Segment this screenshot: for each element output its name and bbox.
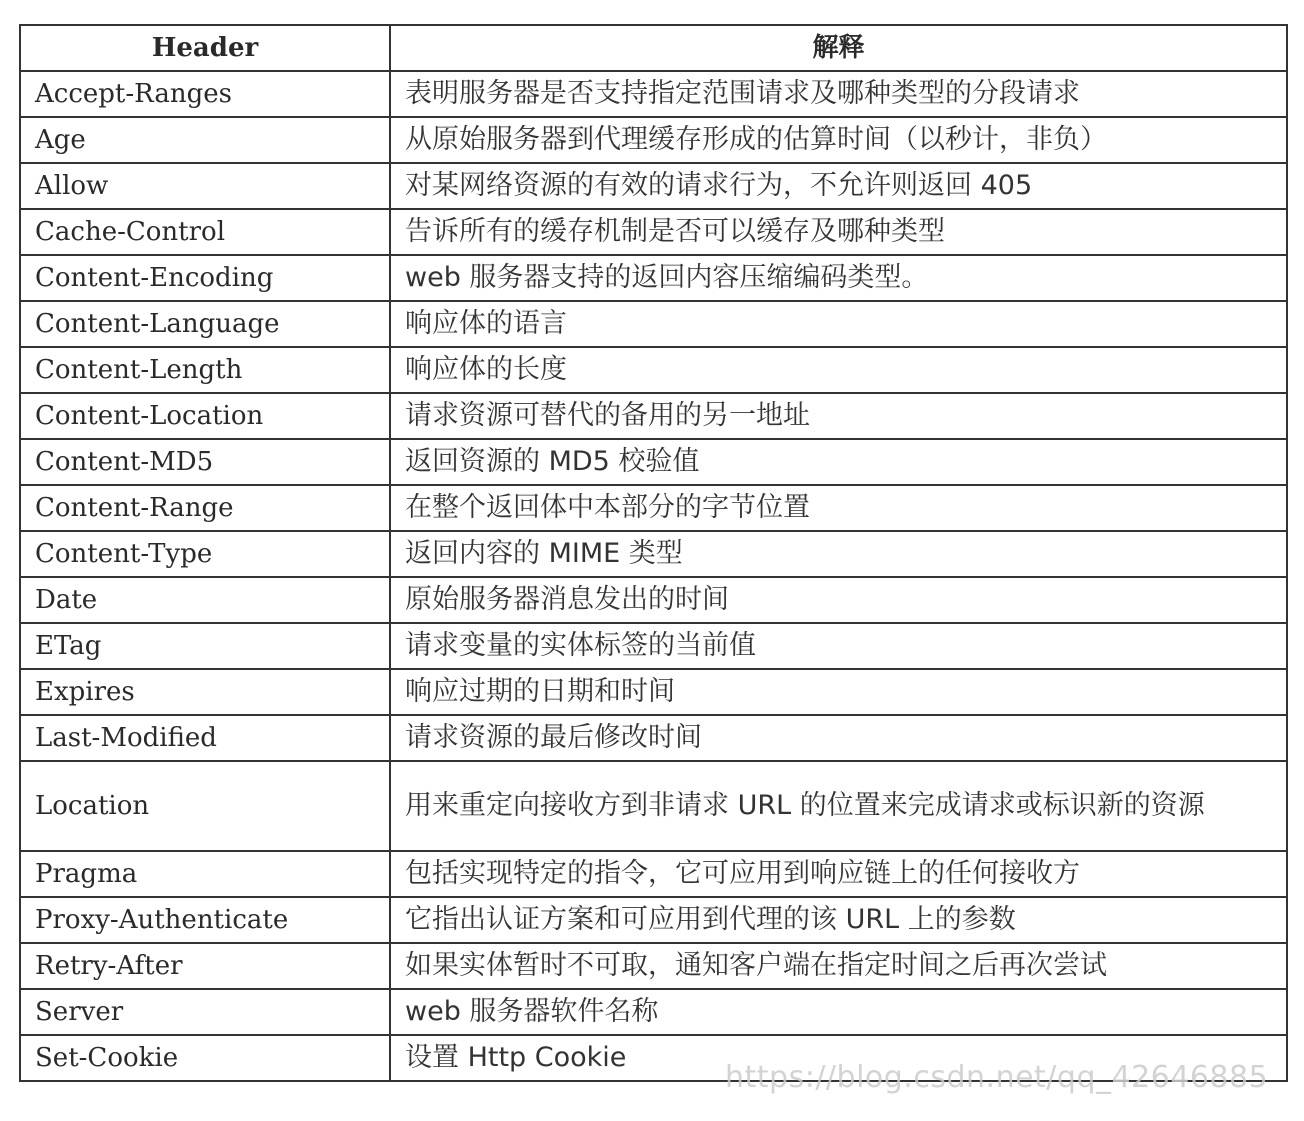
header-desc-cell: 返回内容的 MIME 类型	[390, 531, 1287, 577]
watermark-url: https://blog.csdn.net/qq_42646885	[725, 1060, 1269, 1095]
header-desc-cell: 在整个返回体中本部分的字节位置	[390, 485, 1287, 531]
header-name-cell: Content-Range	[20, 485, 390, 531]
table-header-row	[20, 25, 1287, 71]
header-name-cell: ETag	[20, 623, 390, 669]
table-row	[20, 623, 1287, 669]
header-name-cell: Retry-After	[20, 943, 390, 989]
table-row	[20, 943, 1287, 989]
column-header-header: Header	[20, 25, 390, 71]
header-name-cell: Content-Type	[20, 531, 390, 577]
header-name-cell: Expires	[20, 669, 390, 715]
header-desc-cell: 请求变量的实体标签的当前值	[390, 623, 1287, 669]
table-row	[20, 897, 1287, 943]
header-name-cell: Location	[20, 761, 390, 851]
table-row	[20, 531, 1287, 577]
table-row	[20, 669, 1287, 715]
header-desc-cell: web 服务器支持的返回内容压缩编码类型。	[390, 255, 1287, 301]
header-desc-cell: 原始服务器消息发出的时间	[390, 577, 1287, 623]
http-response-headers-table	[19, 24, 1288, 1082]
document-table-container	[19, 24, 1286, 1082]
table-row	[20, 117, 1287, 163]
header-name-cell: Content-MD5	[20, 439, 390, 485]
table-row	[20, 851, 1287, 897]
table-row	[20, 761, 1287, 851]
header-desc-cell: 对某网络资源的有效的请求行为，不允许则返回 405	[390, 163, 1287, 209]
header-desc-cell: 包括实现特定的指令，它可应用到响应链上的任何接收方	[390, 851, 1287, 897]
table-row	[20, 485, 1287, 531]
table-row	[20, 989, 1287, 1035]
header-desc-cell: 从原始服务器到代理缓存形成的估算时间（以秒计，非负）	[390, 117, 1287, 163]
header-name-cell: Set-Cookie	[20, 1035, 390, 1081]
table-row	[20, 163, 1287, 209]
table-row	[20, 715, 1287, 761]
header-name-cell: Last-Modified	[20, 715, 390, 761]
header-name-cell: Cache-Control	[20, 209, 390, 255]
column-header-explanation: 解释	[390, 25, 1287, 71]
table-row	[20, 439, 1287, 485]
header-desc-cell: 响应体的长度	[390, 347, 1287, 393]
header-desc-cell: 响应过期的日期和时间	[390, 669, 1287, 715]
header-desc-cell: 请求资源的最后修改时间	[390, 715, 1287, 761]
header-name-cell: Server	[20, 989, 390, 1035]
table-row	[20, 255, 1287, 301]
table-row	[20, 393, 1287, 439]
table-row	[20, 301, 1287, 347]
header-name-cell: Proxy-Authenticate	[20, 897, 390, 943]
header-name-cell: Pragma	[20, 851, 390, 897]
header-name-cell: Content-Location	[20, 393, 390, 439]
header-name-cell: Content-Encoding	[20, 255, 390, 301]
header-name-cell: Allow	[20, 163, 390, 209]
header-desc-cell: 设置 Http Cookie	[390, 1035, 1287, 1081]
table-row	[20, 71, 1287, 117]
table-row	[20, 209, 1287, 255]
header-desc-cell: 请求资源可替代的备用的另一地址	[390, 393, 1287, 439]
table-row	[20, 347, 1287, 393]
header-name-cell: Date	[20, 577, 390, 623]
header-desc-cell: 告诉所有的缓存机制是否可以缓存及哪种类型	[390, 209, 1287, 255]
header-desc-cell: 响应体的语言	[390, 301, 1287, 347]
header-desc-cell: 它指出认证方案和可应用到代理的该 URL 上的参数	[390, 897, 1287, 943]
table-row	[20, 577, 1287, 623]
header-desc-cell: 表明服务器是否支持指定范围请求及哪种类型的分段请求	[390, 71, 1287, 117]
header-name-cell: Content-Length	[20, 347, 390, 393]
header-desc-cell: 用来重定向接收方到非请求 URL 的位置来完成请求或标识新的资源	[390, 761, 1287, 851]
header-desc-cell: web 服务器软件名称	[390, 989, 1287, 1035]
header-name-cell: Accept-Ranges	[20, 71, 390, 117]
header-name-cell: Age	[20, 117, 390, 163]
header-desc-cell: 如果实体暂时不可取，通知客户端在指定时间之后再次尝试	[390, 943, 1287, 989]
header-name-cell: Content-Language	[20, 301, 390, 347]
header-desc-cell: 返回资源的 MD5 校验值	[390, 439, 1287, 485]
